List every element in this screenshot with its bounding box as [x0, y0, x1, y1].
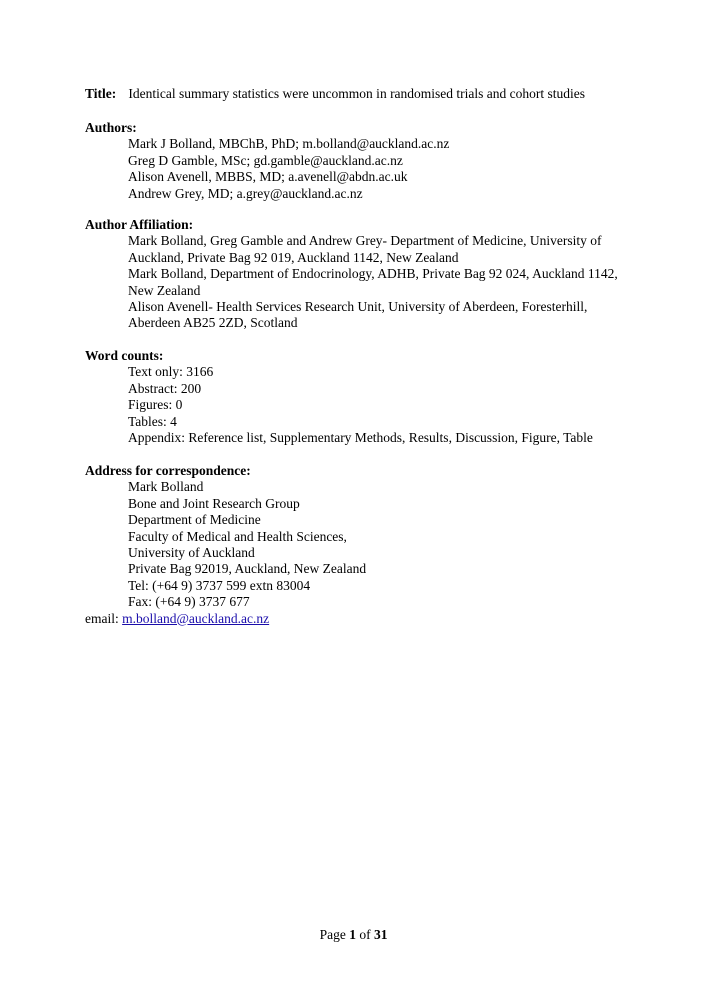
address-line: Mark Bolland [128, 479, 204, 495]
page-word: Page [319, 927, 346, 942]
word-counts-heading: Word counts: [85, 348, 164, 363]
page-footer [0, 927, 707, 943]
authors-section [85, 120, 645, 202]
title-line [85, 86, 585, 102]
word-count-line: Appendix: Reference list, Supplementary Methods, Results, Discussion, Figure, Table [128, 430, 593, 446]
email-label: email: [85, 610, 119, 626]
affiliation-paragraph: Mark Bolland, Department of Endocrinology, ADHB, Private Bag 92 024, Auckland 1142, New Zealand [128, 266, 618, 298]
author-line: Greg D Gamble, MSc; gd.gamble@auckland.ac.nz [128, 152, 403, 168]
address-line: Private Bag 92019, Auckland, New Zealand [128, 561, 367, 577]
affiliation-paragraph: Mark Bolland, Greg Gamble and Andrew Grey- Department of Medicine, University of Auckland, Private Bag 92 019, Auckland 1142, New Zealand [128, 233, 602, 265]
word-counts-section [85, 348, 645, 446]
page-number: 1 [349, 927, 356, 942]
authors-heading: Authors: [85, 120, 137, 135]
word-count-line: Figures: 0 [128, 397, 183, 413]
address-line: Faculty of Medical and Health Sciences, [128, 528, 347, 544]
of-word: of [359, 927, 371, 942]
correspondence-section [85, 463, 645, 627]
author-line: Andrew Grey, MD; a.grey@auckland.ac.nz [128, 185, 363, 201]
email-line [85, 611, 645, 627]
word-count-line: Text only: 3166 [128, 364, 214, 380]
address-line: Bone and Joint Research Group [128, 495, 300, 511]
title-label: Title: [85, 86, 117, 101]
affiliation-heading: Author Affiliation: [85, 217, 194, 232]
address-line: University of Auckland [128, 545, 255, 561]
affiliation-section [85, 217, 645, 332]
word-count-line: Abstract: 200 [128, 380, 202, 396]
address-line: Department of Medicine [128, 512, 261, 528]
word-count-line: Tables: 4 [128, 413, 177, 429]
author-line: Mark J Bolland, MBChB, PhD; m.bolland@auckland.ac.nz [128, 136, 450, 152]
phone-line: Tel: (+64 9) 3737 599 extn 83004 [128, 577, 311, 593]
fax-line: Fax: (+64 9) 3737 677 [128, 594, 250, 610]
email-link[interactable]: m.bolland@auckland.ac.nz [122, 610, 270, 626]
correspondence-heading: Address for correspondence: [85, 463, 251, 478]
paper-title: Identical summary statistics were uncommon in randomised trials and cohort studies [128, 86, 586, 101]
page-total: 31 [373, 927, 388, 942]
affiliation-paragraph: Alison Avenell- Health Services Research Unit, University of Aberdeen, Foresterhill, Aberdeen AB25 2ZD, Scotland [128, 299, 588, 331]
author-line: Alison Avenell, MBBS, MD; a.avenell@abdn.ac.uk [128, 169, 408, 185]
